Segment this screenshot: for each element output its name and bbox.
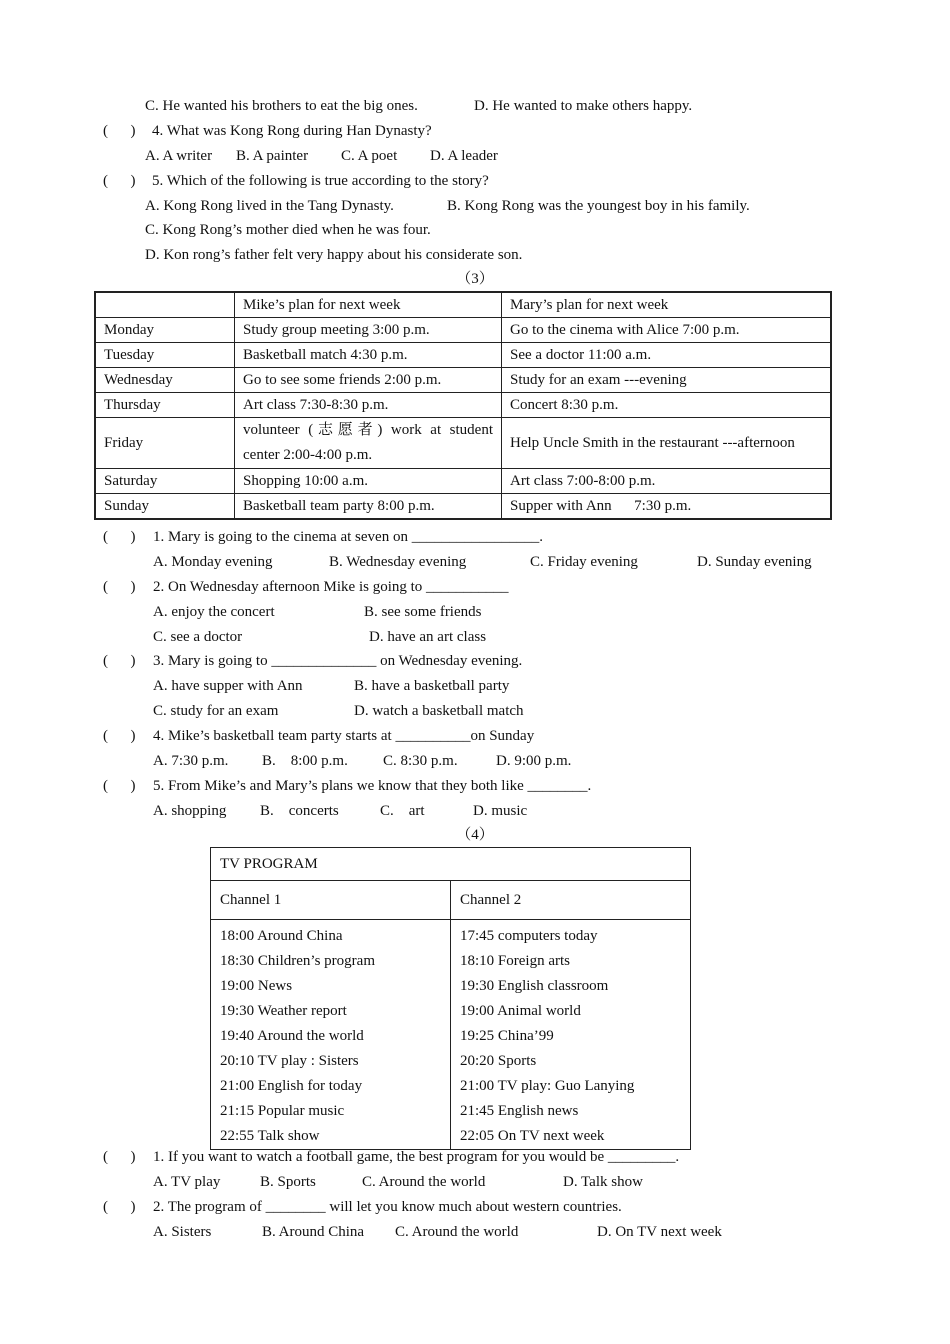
table-row	[95, 343, 831, 368]
option-c: C. see a doctor	[153, 629, 243, 645]
list-item: 18:30 Children’s program	[220, 953, 375, 969]
section-heading: （3）	[456, 271, 494, 287]
option-a: A. Kong Rong lived in the Tang Dynasty.	[145, 198, 394, 214]
list-item: 21:45 English news	[460, 1103, 579, 1119]
option-a: A. enjoy the concert	[153, 604, 275, 620]
option-c: C. A poet	[341, 148, 398, 164]
list-item: 19:30 English classroom	[460, 978, 609, 994]
table-cell: Shopping 10:00 a.m.	[235, 469, 502, 494]
table-row	[95, 368, 831, 393]
option-c: C. study for an exam	[153, 703, 279, 719]
list-item: 19:25 China’99	[460, 1028, 554, 1044]
question-stem: 1. Mary is going to the cinema at seven on _________________.	[153, 529, 543, 545]
answer-bracket[interactable]: ( )	[103, 728, 136, 744]
option-a: A. shopping	[153, 803, 227, 819]
option-c: C. Around the world	[395, 1224, 519, 1240]
option-d: D. have an art class	[369, 629, 487, 645]
list-item: 22:55 Talk show	[220, 1128, 320, 1144]
option-b: B. concerts	[260, 803, 339, 819]
answer-bracket[interactable]: ( )	[103, 579, 136, 595]
table-cell: Wednesday	[95, 368, 235, 393]
table-cell: Study group meeting 3:00 p.m.	[235, 318, 502, 343]
table-cell: Sunday	[95, 494, 235, 520]
table-row	[95, 318, 831, 343]
question-stem: 1. If you want to watch a football game, the best program for you would be _________.	[153, 1149, 680, 1165]
section-heading: （4）	[456, 827, 494, 843]
question-stem: 4. Mike’s basketball team party starts at __________on Sunday	[153, 728, 535, 744]
answer-bracket[interactable]: ( )	[103, 778, 136, 794]
table-cell: Basketball team party 8:00 p.m.	[235, 494, 502, 520]
option-c: C. Friday evening	[530, 554, 638, 570]
list-item: 20:20 Sports	[460, 1053, 537, 1069]
channel-1-list	[211, 920, 451, 1150]
option-d: D. He wanted to make others happy.	[474, 98, 693, 114]
option-d: D. 9:00 p.m.	[496, 753, 572, 769]
list-item: 21:00 English for today	[220, 1078, 363, 1094]
table-cell: Supper with Ann 7:30 p.m.	[502, 494, 832, 520]
list-item: 18:10 Foreign arts	[460, 953, 570, 969]
table-cell	[95, 292, 235, 318]
table-cell: Basketball match 4:30 p.m.	[235, 343, 502, 368]
option-d: D. watch a basketball match	[354, 703, 524, 719]
table-cell: Go to the cinema with Alice 7:00 p.m.	[502, 318, 832, 343]
option-a: A. have supper with Ann	[153, 678, 303, 694]
table-cell: Friday	[95, 418, 235, 469]
table-row	[95, 292, 831, 318]
option-b: B. have a basketball party	[354, 678, 510, 694]
answer-bracket[interactable]: ( )	[103, 173, 136, 189]
table-cell: Tuesday	[95, 343, 235, 368]
table-cell: Study for an exam ---evening	[502, 368, 832, 393]
option-c: C. art	[380, 803, 425, 819]
channel-1-header: Channel 1	[211, 881, 451, 920]
question-stem: 5. From Mike’s and Mary’s plans we know that they both like ________.	[153, 778, 592, 794]
list-item: 17:45 computers today	[460, 928, 598, 944]
tv-program-table	[210, 847, 691, 1150]
option-d: D. On TV next week	[597, 1224, 722, 1240]
table-row	[211, 920, 691, 1150]
list-item: 19:00 Animal world	[460, 1003, 581, 1019]
table-row	[211, 848, 691, 881]
option-b: B. Around China	[262, 1224, 365, 1240]
table-cell: Monday	[95, 318, 235, 343]
option-c: C. Around the world	[362, 1174, 486, 1190]
table-cell: See a doctor 11:00 a.m.	[502, 343, 832, 368]
list-item: 19:40 Around the world	[220, 1028, 364, 1044]
answer-bracket[interactable]: ( )	[103, 1199, 136, 1215]
option-b: B. see some friends	[364, 604, 482, 620]
table-cell: Art class 7:30-8:30 p.m.	[235, 393, 502, 418]
table-row	[95, 418, 831, 469]
table-header: Mary’s plan for next week	[502, 292, 832, 318]
option-a: A. TV play	[153, 1174, 221, 1190]
option-c: C. Kong Rong’s mother died when he was four.	[145, 222, 431, 238]
table-header: Mike’s plan for next week	[235, 292, 502, 318]
option-b: B. A painter	[236, 148, 309, 164]
question-stem: 2. On Wednesday afternoon Mike is going to ___________	[153, 579, 509, 595]
question-stem: 4. What was Kong Rong during Han Dynasty?	[152, 123, 432, 139]
table-row	[95, 393, 831, 418]
list-item: 21:00 TV play: Guo Lanying	[460, 1078, 635, 1094]
table-row	[211, 881, 691, 920]
list-item: 19:30 Weather report	[220, 1003, 347, 1019]
option-c: C. 8:30 p.m.	[383, 753, 458, 769]
table-cell: Saturday	[95, 469, 235, 494]
option-b: B. Kong Rong was the youngest boy in his family.	[447, 198, 750, 214]
list-item: 22:05 On TV next week	[460, 1128, 605, 1144]
answer-bracket[interactable]: ( )	[103, 1149, 136, 1165]
option-b: B. 8:00 p.m.	[262, 753, 348, 769]
answer-bracket[interactable]: ( )	[103, 653, 136, 669]
table-cell: Thursday	[95, 393, 235, 418]
option-d: D. Kon rong’s father felt very happy about his considerate son.	[145, 247, 523, 263]
option-d: D. Sunday evening	[697, 554, 812, 570]
question-stem: 2. The program of ________ will let you know much about western countries.	[153, 1199, 622, 1215]
question-stem: 3. Mary is going to ______________ on Wednesday evening.	[153, 653, 523, 669]
option-a: A. Sisters	[153, 1224, 212, 1240]
option-b: B. Sports	[260, 1174, 316, 1190]
table-cell: Help Uncle Smith in the restaurant ---afternoon	[502, 418, 832, 469]
weekly-plan-table	[94, 291, 832, 520]
table-row	[95, 494, 831, 520]
table-cell: Go to see some friends 2:00 p.m.	[235, 368, 502, 393]
option-a: A. 7:30 p.m.	[153, 753, 229, 769]
list-item: 20:10 TV play : Sisters	[220, 1053, 359, 1069]
table-cell: Art class 7:00-8:00 p.m.	[502, 469, 832, 494]
channel-2-header: Channel 2	[451, 881, 691, 920]
list-item: 18:00 Around China	[220, 928, 343, 944]
option-c: C. He wanted his brothers to eat the big ones.	[145, 98, 418, 114]
list-item: 21:15 Popular music	[220, 1103, 345, 1119]
table-cell: Concert 8:30 p.m.	[502, 393, 832, 418]
option-d: D. Talk show	[563, 1174, 643, 1190]
option-d: D. music	[473, 803, 528, 819]
option-a: A. Monday evening	[153, 554, 273, 570]
option-d: D. A leader	[430, 148, 498, 164]
channel-2-list	[451, 920, 691, 1150]
option-a: A. A writer	[145, 148, 213, 164]
option-b: B. Wednesday evening	[329, 554, 467, 570]
question-stem: 5. Which of the following is true according to the story?	[152, 173, 489, 189]
list-item: 19:00 News	[220, 978, 293, 994]
answer-bracket[interactable]: ( )	[103, 123, 136, 139]
table-cell: volunteer (志愿者) work at student center 2:00-4:00 p.m.	[235, 418, 502, 469]
table-row	[95, 469, 831, 494]
answer-bracket[interactable]: ( )	[103, 529, 136, 545]
tv-program-title: TV PROGRAM	[211, 848, 691, 881]
